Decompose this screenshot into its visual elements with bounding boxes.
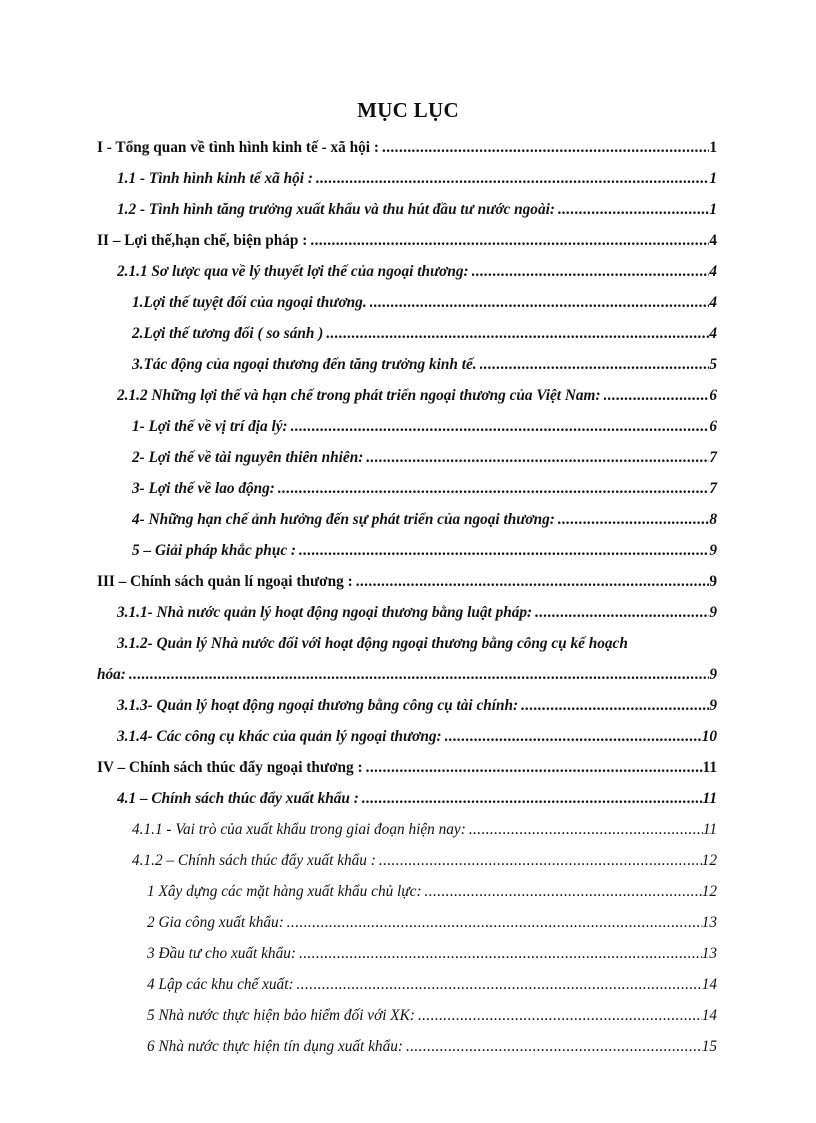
toc-entry-page: 15 [701,1038,717,1055]
toc-dot-leader [370,291,710,315]
toc-entry[interactable] [147,911,717,935]
toc-entry[interactable] [132,477,717,501]
toc-entry[interactable] [117,787,717,811]
toc-entry[interactable] [117,384,717,408]
toc-entry-label: 1- Lợi thế về vị trí địa lý: [132,418,288,435]
toc-entry-page: 12 [701,852,717,869]
toc-entry-page: 9 [709,542,717,559]
toc-entry-page: 11 [702,790,717,807]
toc-entry-page: 14 [701,976,717,993]
toc-dot-leader [291,415,710,439]
toc-entry-page: 9 [709,604,717,621]
toc-dot-leader [362,787,703,811]
toc-entry-page: 13 [701,914,717,931]
toc-entry-page: 12 [701,883,717,900]
toc-entry-page: 1 [709,139,717,156]
toc-entry-page: 11 [702,759,717,776]
toc-dot-leader [418,1004,702,1028]
toc-dot-leader [425,880,702,904]
toc-entry-page: 7 [709,480,717,497]
toc-entry-label: 4.1.1 - Vai trò của xuất khẩu trong giai đoạn hiện nay: [132,821,466,838]
toc-dot-leader [558,508,709,532]
toc-entry-page: 6 [709,418,717,435]
toc-dot-leader [310,229,709,253]
toc-entry-label: 5 Nhà nước thực hiện bảo hiểm đối với XK: [147,1007,415,1024]
toc-entry-label: 3.Tác động của ngoại thương đến tăng trưởng kinh tế. [132,356,477,373]
toc-dot-leader [558,198,709,222]
toc-entry-label: 3 Đầu tư cho xuất khẩu: [147,945,296,962]
toc-dot-leader [366,446,709,470]
toc-entry-page: 7 [709,449,717,466]
toc-entry[interactable] [97,229,717,253]
toc-entry-label: 3.1.2- Quản lý Nhà nước đối với hoạt động ngoại thương bằng công cụ kế hoạch [117,635,628,652]
toc-dot-leader [366,756,703,780]
toc-entry-page: 1 [709,201,717,218]
toc-entry[interactable] [147,973,717,997]
page-title: MỤC LỤC [357,98,459,122]
toc-dot-leader [480,353,710,377]
toc-entry-label: 1.2 - Tình hình tăng trưởng xuất khẩu và thu hút đầu tư nước ngoài: [117,201,555,218]
toc-entry-page: 4 [709,294,717,311]
toc-entry[interactable] [117,198,717,222]
toc-entry[interactable] [147,880,717,904]
toc-entry-page: 10 [701,728,717,745]
toc-entry-label: III – Chính sách quản lí ngoại thương : [97,573,353,590]
toc-entry-label: 6 Nhà nước thực hiện tín dụng xuất khẩu: [147,1038,403,1055]
toc-dot-leader [469,818,703,842]
toc-entry[interactable] [132,818,717,842]
toc-entry[interactable] [132,539,717,563]
toc-entry-page: 1 [709,170,717,187]
toc-entry[interactable] [97,570,717,594]
toc-entry-label: 4.1.2 – Chính sách thúc đẩy xuất khẩu : [132,852,376,869]
toc-entry-page: 9 [709,573,717,590]
toc-entry-label: 1 Xây dựng các mặt hàng xuất khẩu chủ lực: [147,883,422,900]
toc-entry-label: 4 Lập các khu chế xuất: [147,976,294,993]
toc-dot-leader [299,539,709,563]
toc-entry-page: 8 [709,511,717,528]
toc-entry-label: 2- Lợi thế về tài nguyên thiên nhiên: [132,449,364,466]
toc-entry-label: 3.1.3- Quản lý hoạt động ngoại thương bằng công cụ tài chính: [117,697,519,714]
toc-dot-leader [356,570,710,594]
toc-entry[interactable] [132,446,717,470]
toc-dot-leader [535,601,709,625]
toc-dot-leader [604,384,710,408]
toc-entry-label: 3- Lợi thế về lao động: [132,480,275,497]
toc-entry[interactable] [97,756,717,780]
toc-entry[interactable] [132,353,717,377]
toc-dot-leader [316,167,709,191]
toc-entry-label: IV – Chính sách thúc đẩy ngoại thương : [97,759,363,776]
toc-entry-label: 4- Những hạn chế ảnh hưởng đến sự phát triển của ngoại thương: [132,511,555,528]
toc-entry-page: 4 [709,263,717,280]
toc-entry-label: II – Lợi thế,hạn chế, biện pháp : [97,232,308,249]
toc-entry[interactable] [147,1004,717,1028]
toc-entry[interactable] [97,136,717,160]
toc-entry-page: 6 [709,387,717,404]
toc-dot-leader [379,849,702,873]
toc-entry-label: 2.1.1 Sơ lược qua về lý thuyết lợi thế của ngoại thương: [117,263,469,280]
toc-entry[interactable] [117,260,717,284]
toc-dot-leader [445,725,702,749]
toc-dot-leader [326,322,709,346]
toc-dot-leader [472,260,710,284]
toc-entry-label: 3.1.1- Nhà nước quản lý hoạt động ngoại thương bằng luật pháp: [117,604,533,621]
toc-dot-leader [299,942,702,966]
toc-entry[interactable] [117,601,717,625]
toc-entry-label: I - Tổng quan về tình hình kinh tế - xã hội : [97,139,379,156]
toc-entry-label: 5 – Giải pháp khắc phục : [132,542,297,559]
toc-dot-leader [129,663,709,687]
toc-entry[interactable] [147,942,717,966]
toc-dot-leader [521,694,709,718]
toc-entry-label: hóa: [97,666,126,683]
toc-entry-label: 2.1.2 Những lợi thế và hạn chế trong phát triển ngoại thương của Việt Nam: [117,387,601,404]
toc-dot-leader [278,477,709,501]
toc-entry-page: 9 [709,666,717,683]
toc-entry-label: 1.1 - Tình hình kinh tế xã hội : [117,170,313,187]
toc-entry-page: 13 [701,945,717,962]
toc-entry-label: 2.Lợi thế tương đối ( so sánh ) [132,325,324,342]
toc-entry-page: 9 [709,697,717,714]
toc-entry[interactable] [117,725,717,749]
toc-entry-label: 2 Gia công xuất khẩu: [147,914,284,931]
toc-entry[interactable] [117,632,717,656]
toc-entry[interactable] [132,291,717,315]
toc-entry[interactable] [132,508,717,532]
toc-entry-page: 4 [709,232,717,249]
toc-entry[interactable] [132,322,717,346]
toc-dot-leader [287,911,702,935]
toc-dot-leader [406,1035,702,1059]
toc-dot-leader [382,136,709,160]
toc-entry-page: 4 [709,325,717,342]
toc-entry[interactable] [97,663,717,687]
toc-entry[interactable] [117,694,717,718]
toc-entry[interactable] [132,849,717,873]
toc-dot-leader [297,973,702,997]
toc-entry-page: 11 [702,821,717,838]
toc-entry-page: 14 [701,1007,717,1024]
toc-entry-label: 3.1.4- Các công cụ khác của quản lý ngoại thương: [117,728,442,745]
toc-entry[interactable] [132,415,717,439]
toc-entry-label: 4.1 – Chính sách thúc đẩy xuất khẩu : [117,790,359,807]
toc-entry-label: 1.Lợi thế tuyệt đối của ngoại thương. [132,294,367,311]
toc-entry[interactable] [147,1035,717,1059]
toc-entry[interactable] [117,167,717,191]
toc-entry-page: 5 [709,356,717,373]
